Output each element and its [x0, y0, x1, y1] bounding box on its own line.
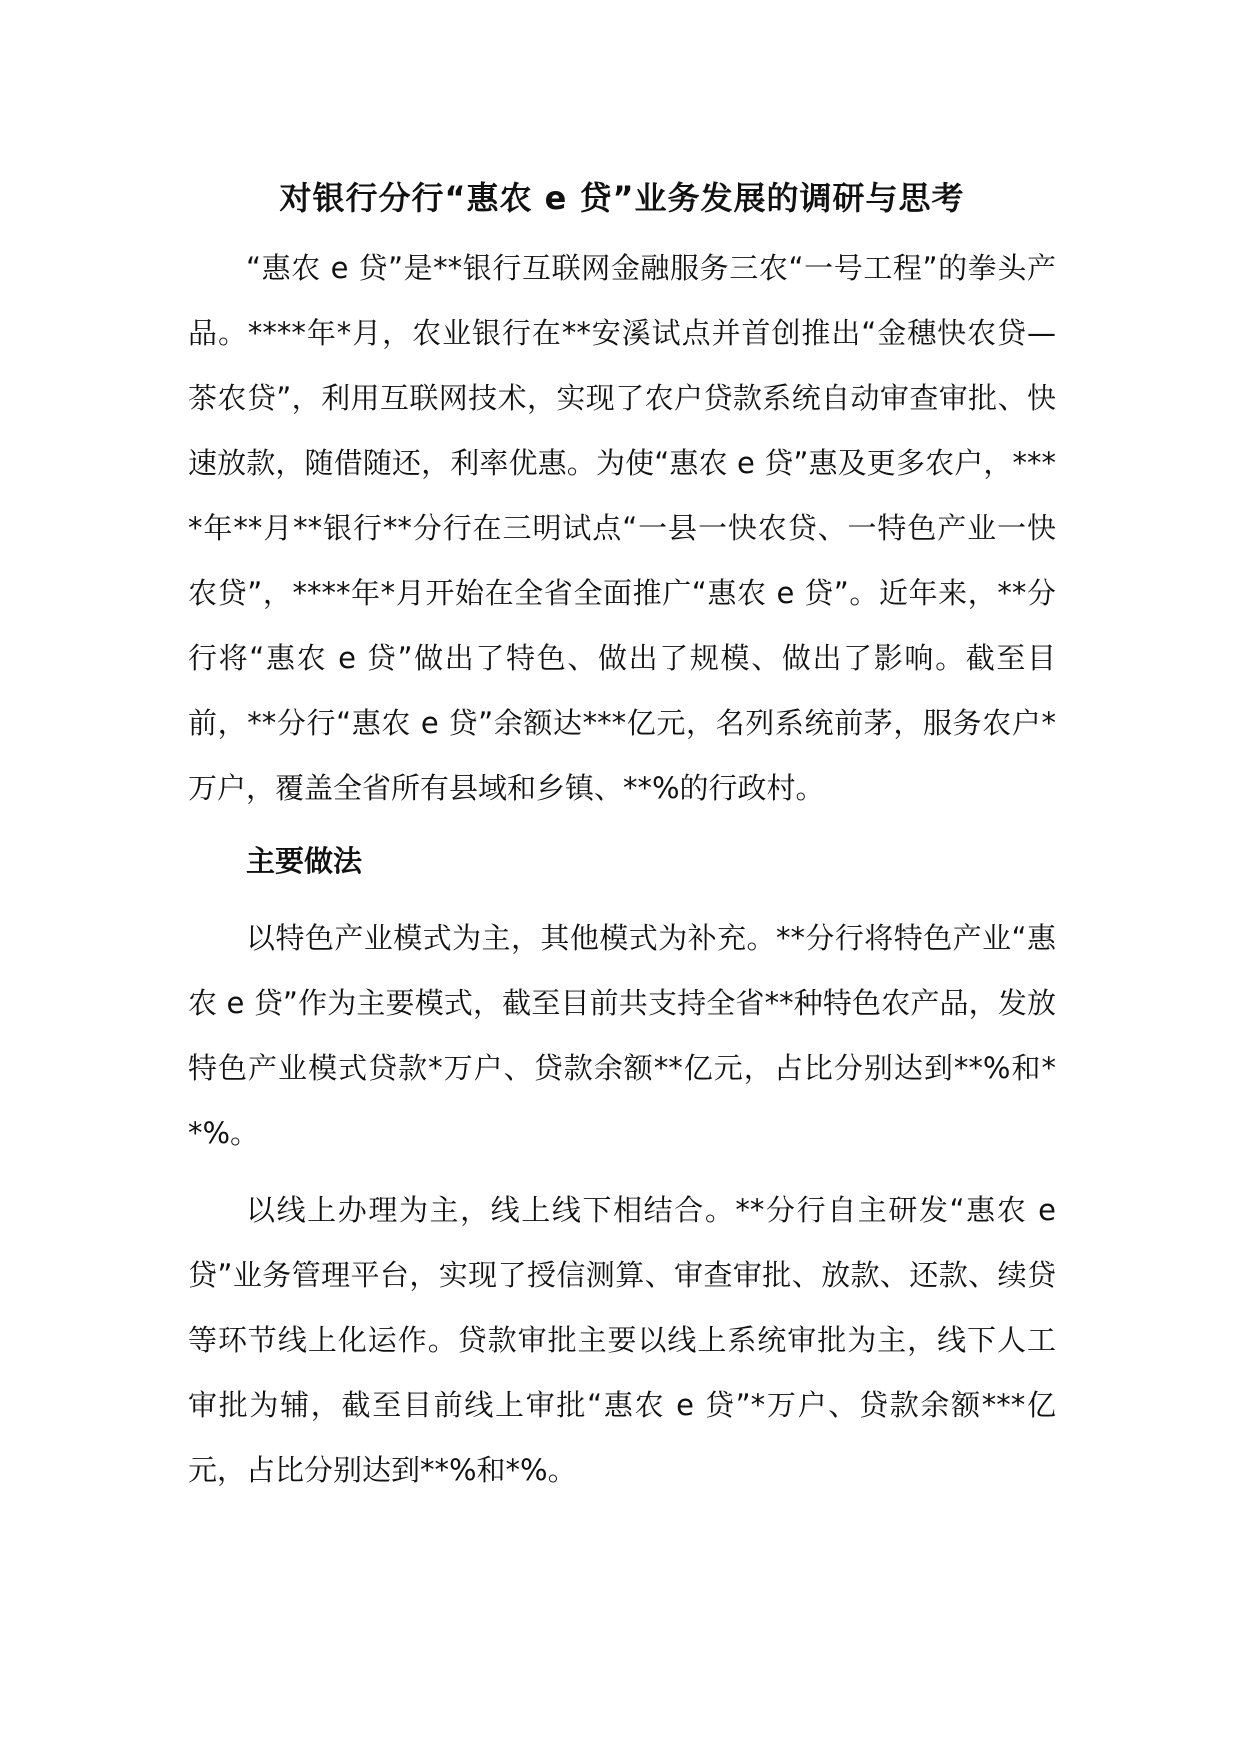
body-paragraph-1: 以特色产业模式为主，其他模式为补充。**分行将特色产业“惠农 e 贷”作为主要模式，截至目前共支持全省**种特色农产品，发放特色产业模式贷款*万户、贷款余额**亿元，占比分别达到**%和**%。: [188, 921, 1056, 1150]
intro-paragraph: “惠农 e 贷”是**银行互联网金融服务三农“一号工程”的拳头产品。****年*月，农业银行在**安溪试点并首创推出“金穗快农贷—茶农贷”，利用互联网技术，实现了农户贷款系统自动审查审批、快速放款，随借随还，利率优惠。为使“惠农 e 贷”惠及更多农户，****年**月**银行**分行在三明试点“一县一快农贷、一特色产业一快农贷”，****年*月开始在全省全面推广“惠农 e 贷”。近年来，**分行将“惠农 e 贷”做出了特色、做出了规模、做出了影响。截至目前，**分行“惠农 e 贷”余额达***亿元，名列系统前茅，服务农户*万户，覆盖全省所有县域和乡镇、**%的行政村。: [188, 251, 1056, 805]
document-title: 对银行分行“惠农 e 贷”业务发展的调研与思考: [279, 179, 965, 217]
body-paragraph-2: 以线上办理为主，线上线下相结合。**分行自主研发“惠农 e 贷”业务管理平台，实现了授信测算、审查审批、放款、还款、续贷等环节线上化运作。贷款审批主要以线上系统审批为主，线下人工审批为辅，截至目前线上审批“惠农 e 贷”*万户、贷款余额***亿元，占比分别达到**%和*%。: [188, 1193, 1056, 1487]
section-heading: 主要做法: [246, 844, 363, 878]
document-page: [188, 172, 1056, 1503]
